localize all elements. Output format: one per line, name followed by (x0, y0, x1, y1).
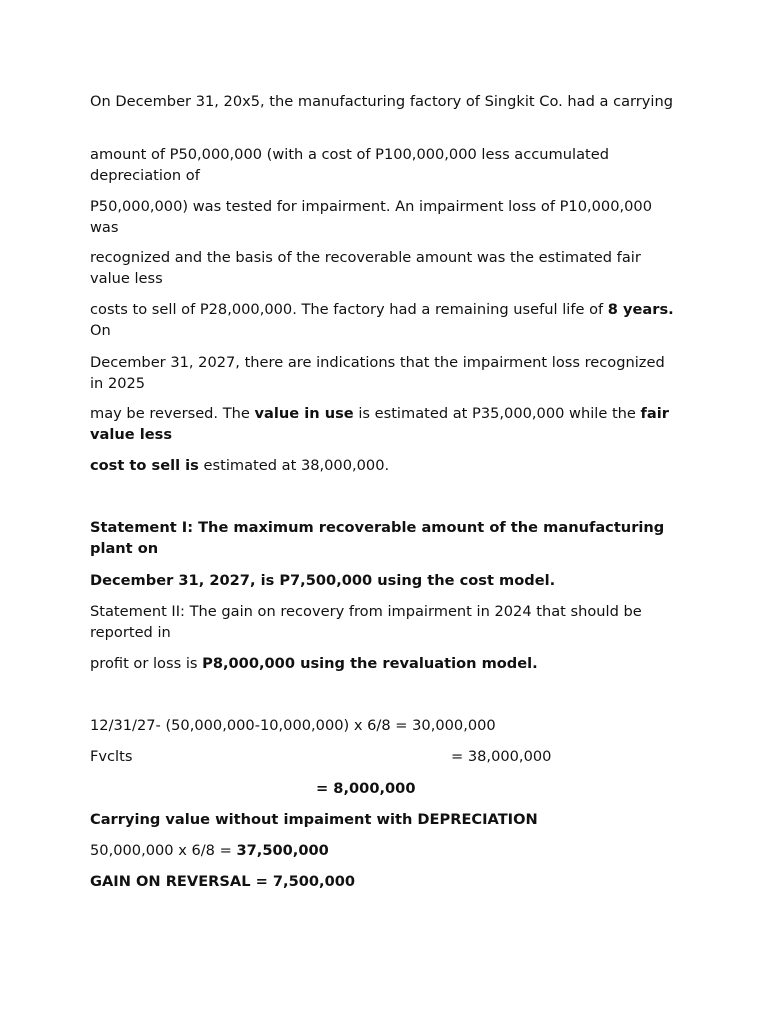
fvclts-value: = 38,000,000 (451, 748, 552, 765)
problem-text-5c: On (90, 322, 111, 339)
problem-text-7a: may be reversed. The (90, 405, 255, 422)
solution-line-4 (90, 809, 680, 830)
solution-line-2 (90, 746, 680, 767)
problem-paragraph-2 (90, 144, 680, 186)
fvclts-label: Fvclts (90, 748, 133, 765)
solution-line-5 (90, 840, 680, 861)
problem-text-7c: is estimated at P35,000,000 while the (353, 405, 641, 422)
statement-1-text-a: Statement I: The maximum recoverable amount of the manufacturing plant on (90, 519, 665, 557)
statement-2-text-b: profit or loss is (90, 655, 203, 672)
difference-total: = 8,000,000 (316, 780, 416, 797)
fair-value-less-emphasis: fair value less (90, 405, 669, 443)
carrying-value-result: 37,500,000 (236, 842, 329, 859)
solution-line-6 (90, 871, 680, 892)
solution-line-1 (90, 715, 680, 736)
useful-life-emphasis: 8 years. (607, 301, 674, 318)
problem-text-3: P50,000,000) was tested for impairment. An impairment loss of P10,000,000 was (90, 198, 652, 236)
problem-text-4: recognized and the basis of the recoverable amount was the estimated fair value less (90, 249, 641, 287)
value-in-use-emphasis: value in use (254, 405, 354, 422)
statement-2-emphasis: P8,000,000 using the revaluation model. (202, 655, 538, 672)
statement-2-paragraph-a (90, 601, 680, 643)
statement-2-paragraph-b (90, 653, 680, 674)
carrying-value-heading: Carrying value without impaiment with DEPRECIATION (90, 811, 538, 828)
problem-paragraph-7 (90, 403, 680, 445)
carrying-value-computation: 50,000,000 x 6/8 = (90, 842, 237, 859)
problem-text-2: amount of P50,000,000 (with a cost of P100,000,000 less accumulated depreciation of (90, 146, 609, 184)
statement-1-text-b: December 31, 2027, is P7,500,000 using the cost model. (90, 572, 556, 589)
statement-1-paragraph-a (90, 517, 680, 559)
problem-paragraph-8 (90, 455, 680, 476)
cost-to-sell-emphasis: cost to sell is (90, 457, 199, 474)
problem-paragraph-6 (90, 352, 680, 394)
solution-computation-1: 12/31/27- (50,000,000-10,000,000) x 6/8 = 30,000,000 (90, 717, 496, 734)
gain-on-reversal: GAIN ON REVERSAL = 7,500,000 (90, 873, 356, 890)
problem-paragraph-1 (90, 91, 680, 112)
problem-text-8b: estimated at 38,000,000. (198, 457, 390, 474)
problem-text-5a: costs to sell of P28,000,000. The factory had a remaining useful life of (90, 301, 608, 318)
statement-1-paragraph-b (90, 570, 680, 591)
solution-line-3 (90, 778, 680, 799)
problem-paragraph-5 (90, 299, 680, 341)
problem-paragraph-3 (90, 196, 680, 238)
problem-text-6: December 31, 2027, there are indications that the impairment loss recognized in 2025 (90, 354, 665, 392)
problem-text-1: On December 31, 20x5, the manufacturing factory of Singkit Co. had a carrying (90, 93, 674, 110)
problem-paragraph-4 (90, 247, 680, 289)
statement-2-text-a: Statement II: The gain on recovery from impairment in 2024 that should be reported in (90, 603, 642, 641)
